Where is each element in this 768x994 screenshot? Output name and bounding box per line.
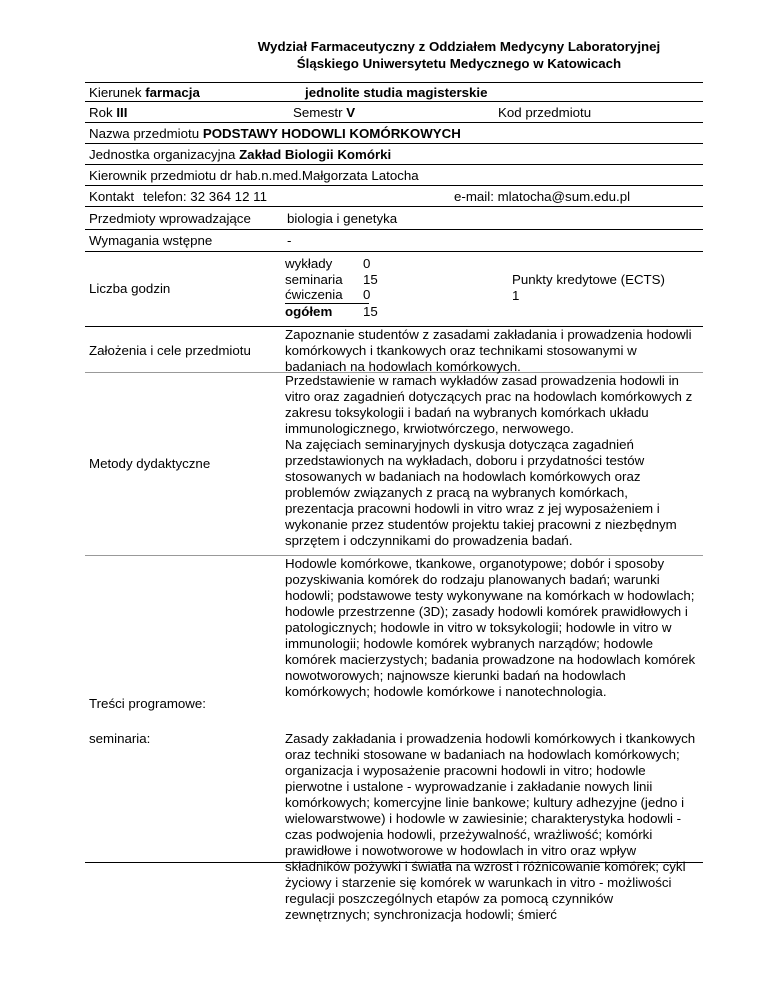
kierunek-value: farmacja <box>145 85 200 100</box>
row-nazwa <box>85 123 703 144</box>
semestr-label: Semestr <box>293 105 343 120</box>
row-liczba-godzin <box>85 252 703 327</box>
semestr-value: V <box>346 105 356 120</box>
hours-list <box>285 256 378 319</box>
zalozenia-label: Założenia i cele przedmiotu <box>89 343 251 358</box>
row-wymagania <box>85 230 703 252</box>
row-kontakt <box>85 186 703 207</box>
nazwa-value: PODSTAWY HODOWLI KOMÓRKOWYCH <box>202 126 461 141</box>
course-table <box>85 82 703 922</box>
jednostka-value: Zakład Biologii Komórki <box>239 147 392 162</box>
kod-label: Kod przedmiotu <box>498 105 592 120</box>
metody-text-seminars: Na zajęciach seminaryjnych dyskusja dotycząca zagadnień przedstawionych na wykładach, doboru i przydatności testów stosowanych w badaniach na hodowlach komórkowych oraz problemów związanych z pracą na wybranych komórkach, prezentacja pracowni hodowli in vitro wraz z jej wyposażeniem i wykonanie przez studentów projektu takiej pracowni z niezbędnym sprzętem i odczynnikami do prowadzenia badań. <box>285 437 677 548</box>
nazwa-label: Nazwa przedmiotu <box>89 126 200 141</box>
row-seminaria <box>85 720 703 922</box>
tresci-text: Hodowle komórkowe, tkankowe, organotypowe; dobór i sposoby pozyskiwania komórek do rodzaju planowanych badań; warunki hodowli; podstawowe testy wykonywane na komórkach w hodowlach; hodowle przestrzenne (3D); zasady hodowli komórek prawidłowych i patologicznych; hodowle in vitro w toksykologii; hodowle in vitro w immunologii; hodowle komórek wybranych narządów; hodowle komórek macierzystych; badania prowadzone na hodowlach komórek nowotworowych; najnowsze kierunki badań na hodowlach komórkowych; hodowle komórkowe i nanotechnologia. <box>285 556 696 699</box>
university-name: Śląskiego Uniwersytetu Medycznego w Katowicach <box>296 56 622 71</box>
kontakt-email: e-mail: mlatocha@sum.edu.pl <box>454 189 631 204</box>
studies-type: jednolite studia magisterskie <box>305 85 488 100</box>
hours-row-ogolem: ogółem 15 <box>285 303 378 319</box>
wymagania-value: - <box>287 233 292 248</box>
row-zalozenia <box>85 327 703 373</box>
row-przedmioty <box>85 207 703 230</box>
kontakt-label: Kontakt <box>89 189 135 204</box>
przedmioty-label: Przedmioty wprowadzające <box>89 211 251 226</box>
faculty-name: Wydział Farmaceutyczny z Oddziałem Medycyny Laboratoryjnej <box>257 39 661 54</box>
hours-row-wyklady: wykłady 0 <box>285 256 371 271</box>
metody-label: Metody dydaktyczne <box>89 456 211 471</box>
jednostka-label: Jednostka organizacyjna <box>89 147 236 162</box>
godziny-label: Liczba godzin <box>89 281 171 296</box>
hours-row-seminaria: seminaria 15 <box>285 271 378 287</box>
row-metody <box>85 373 703 556</box>
metody-text-lectures: Przedstawienie w ramach wykładów zasad prowadzenia hodowli in vitro oraz zagadnień dotyczących prac na hodowlach komórkowych z zakresu toksykologii i badań na wybranych komórkach układu immunologicznego, krwiotwórczego, nerwowego. <box>285 373 693 436</box>
rok-label: Rok <box>89 105 113 120</box>
kierownik-value: dr hab.n.med.Małgorzata Latocha <box>219 168 419 183</box>
document-header <box>0 38 768 72</box>
hours-row-cwiczenia: ćwiczenia 0 <box>285 287 371 302</box>
ects-value: 1 <box>512 288 520 303</box>
wymagania-label: Wymagania wstępne <box>89 233 213 248</box>
row-rok <box>85 102 703 123</box>
row-kierunek <box>85 82 703 102</box>
ects-block <box>512 272 665 304</box>
tresci-label: Treści programowe: <box>89 696 206 711</box>
row-jednostka <box>85 144 703 165</box>
kierownik-label: Kierownik przedmiotu <box>89 168 217 183</box>
metody-text <box>285 373 699 549</box>
seminaria-text: Zasady zakładania i prowadzenia hodowli komórkowych i tkankowych oraz techniki stosowane w badaniach na hodowlach komórkowych; organizacja i wyposażenie pracowni hodowli in vitro; hodowle pierwotne i ustalone - wyprowadzanie i zakładanie nowych linii komórkowych; komercyjne linie bankowe; kultury adhezyjne (jedno i wielowarstwowe) i hodowle w zawiesinie; charakterystyka hodowli - czas podwojenia hodowli, przeżywalność, wrażliwość; komórki prawidłowe i nowotworowe w hodowlach in vitro oraz wpływ składników pożywki i światła na wzrost i różnicowanie komórek; cykl życiowy i starzenie się komórek w warunkach in vitro - możliwości regulacji poszczególnych etapów za pomocą czynników zewnętrznych; synchronizacja hodowli; śmierć <box>285 731 696 922</box>
rok-value: III <box>116 105 128 120</box>
kontakt-phone: telefon: 32 364 12 11 <box>143 189 267 204</box>
ects-label: Punkty kredytowe (ECTS) <box>512 272 665 287</box>
row-tresci <box>85 556 703 720</box>
kierunek-label: Kierunek <box>89 85 142 100</box>
seminaria-label: seminaria: <box>89 731 151 746</box>
row-kierownik <box>85 165 703 186</box>
zalozenia-text: Zapoznanie studentów z zasadami zakładania i prowadzenia hodowli komórkowych i tkankowych oraz technikami stosowanymi w badaniach na hodowlach komórkowych. <box>285 327 692 374</box>
przedmioty-value: biologia i genetyka <box>287 211 398 226</box>
